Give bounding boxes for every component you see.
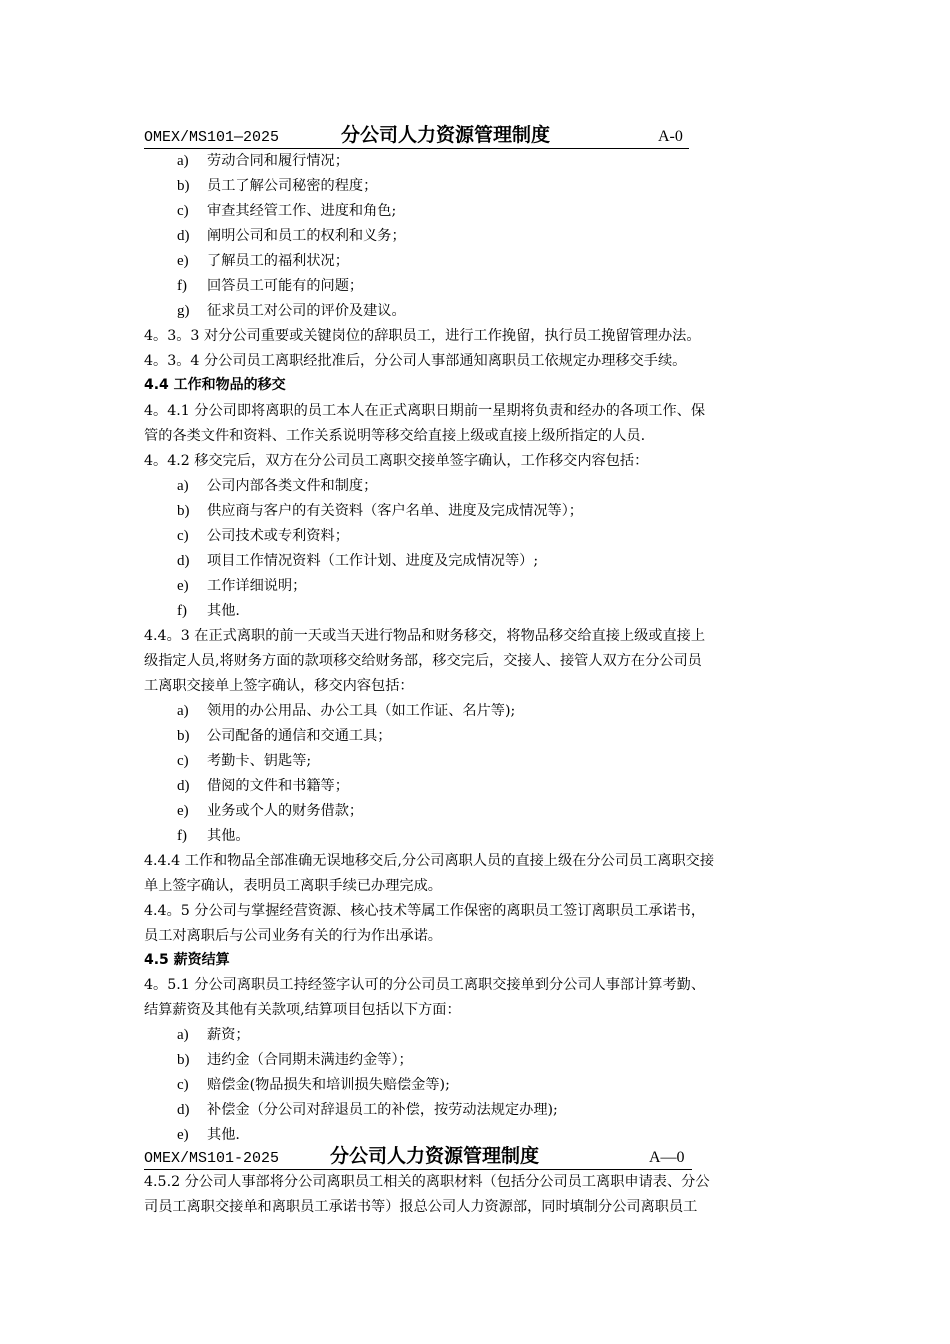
paragraph-4-4-4-line2: 单上签字确认，表明员工离职手续已办理完成。: [144, 878, 442, 894]
paragraph-4-4-5-line1: 4.4。5 分公司与掌握经营资源、核心技术等属工作保密的离职员工签订离职员工承诺书，: [144, 903, 706, 919]
list-item: b) 违约金（合同期未满违约金等）；: [177, 1052, 413, 1068]
doc-title: 分公司人力资源管理制度: [341, 124, 551, 146]
paragraph-4-4-4-line1: 4.4.4 工作和物品全部准确无误地移交后,分公司离职人员的直接上级在分公司员工离职交接: [144, 853, 715, 869]
paragraph-4-5-1-line1: 4。5.1 分公司离职员工持经签字认可的分公司员工离职交接单到分公司人事部计算考勤、: [144, 977, 706, 993]
list-item: f) 其他。: [177, 828, 250, 844]
doc-title: 分公司人力资源管理制度: [330, 1145, 540, 1167]
paragraph-4-5-2-line1: 4.5.2 分公司人事部将分公司离职员工相关的离职材料（包括分公司员工离职申请表、分公: [144, 1174, 710, 1190]
list-item: e) 了解员工的福利状况；: [177, 253, 349, 269]
list-item: b) 供应商与客户的有关资料（客户名单、进度及完成情况等）；: [177, 503, 583, 519]
doc-revision: A-0: [658, 128, 683, 145]
paragraph-4-3-4: 4。3。4 分公司员工离职经批准后，分公司人事部通知离职员工依规定办理移交手续。: [144, 353, 687, 369]
list-item: c) 赔偿金(物品损失和培训损失赔偿金等);: [177, 1077, 450, 1093]
paragraph-4-4-2: 4。4.2 移交完后，双方在分公司员工离职交接单签字确认，工作移交内容包括：: [144, 453, 649, 469]
doc-code: OMEX/MS101—2025: [144, 129, 280, 146]
paragraph-4-4-1-line1: 4。4.1 分公司即将离职的员工本人在正式离职日期前一星期将负责和经办的各项工作、保: [144, 403, 706, 419]
list-item: c) 公司技术或专利资料；: [177, 528, 349, 544]
paragraph-4-4-1-line2: 管的各类文件和资料、工作关系说明等移交给直接上级或直接上级所指定的人员.: [144, 428, 646, 444]
list-item: e) 其他.: [177, 1127, 240, 1143]
list-item: e) 业务或个人的财务借款；: [177, 803, 364, 819]
list-item: b) 公司配备的通信和交通工具；: [177, 728, 392, 744]
list-item: c) 审查其经管工作、进度和角色;: [177, 203, 397, 219]
paragraph-4-4-3-line1: 4.4。3 在正式离职的前一天或当天进行物品和财务移交，将物品移交给直接上级或直接上: [144, 628, 706, 644]
list-item: f) 回答员工可能有的问题；: [177, 278, 364, 294]
list-item: d) 补偿金（分公司对辞退员工的补偿，按劳动法规定办理);: [177, 1102, 558, 1118]
list-item: a) 劳动合同和履行情况；: [177, 153, 349, 169]
paragraph-4-5-2-line2: 司员工离职交接单和离职员工承诺书等）报总公司人力资源部，同时填制分公司离职员工: [144, 1199, 698, 1215]
list-item: b) 员工了解公司秘密的程度；: [177, 178, 378, 194]
section-heading-4-5: 4.5 薪资结算: [144, 952, 230, 968]
section-heading-4-4: 4.4 工作和物品的移交: [144, 377, 286, 393]
list-item: g) 征求员工对公司的评价及建议。: [177, 303, 406, 319]
doc-revision: A—0: [649, 1149, 685, 1166]
list-item: a) 薪资；: [177, 1027, 250, 1043]
page-header: [144, 1143, 692, 1170]
paragraph-4-4-3-line3: 工离职交接单上签字确认，移交内容包括：: [144, 678, 414, 694]
doc-code: OMEX/MS101-2025: [144, 1150, 280, 1167]
list-item: a) 领用的办公用品、办公工具（如工作证、名片等);: [177, 703, 516, 719]
list-item: e) 工作详细说明；: [177, 578, 307, 594]
list-item: d) 借阅的文件和书籍等；: [177, 778, 349, 794]
list-item: a) 公司内部各类文件和制度；: [177, 478, 378, 494]
paragraph-4-5-1-line2: 结算薪资及其他有关款项,结算项目包括以下方面：: [144, 1002, 461, 1018]
paragraph-4-4-5-line2: 员工对离职后与公司业务有关的行为作出承诺。: [144, 928, 442, 944]
paragraph-4-4-3-line2: 级指定人员,将财务方面的款项移交给财务部，移交完后，交接人、接管人双方在分公司员: [144, 653, 702, 669]
paragraph-4-3-3: 4。3。3 对分公司重要或关键岗位的辞职员工，进行工作挽留，执行员工挽留管理办法。: [144, 328, 701, 344]
list-item: f) 其他.: [177, 603, 240, 619]
page-header: [144, 122, 689, 149]
list-item: d) 项目工作情况资料（工作计划、进度及完成情况等）;: [177, 553, 539, 569]
list-item: d) 阐明公司和员工的权利和义务；: [177, 228, 406, 244]
list-item: c) 考勤卡、钥匙等;: [177, 753, 312, 769]
